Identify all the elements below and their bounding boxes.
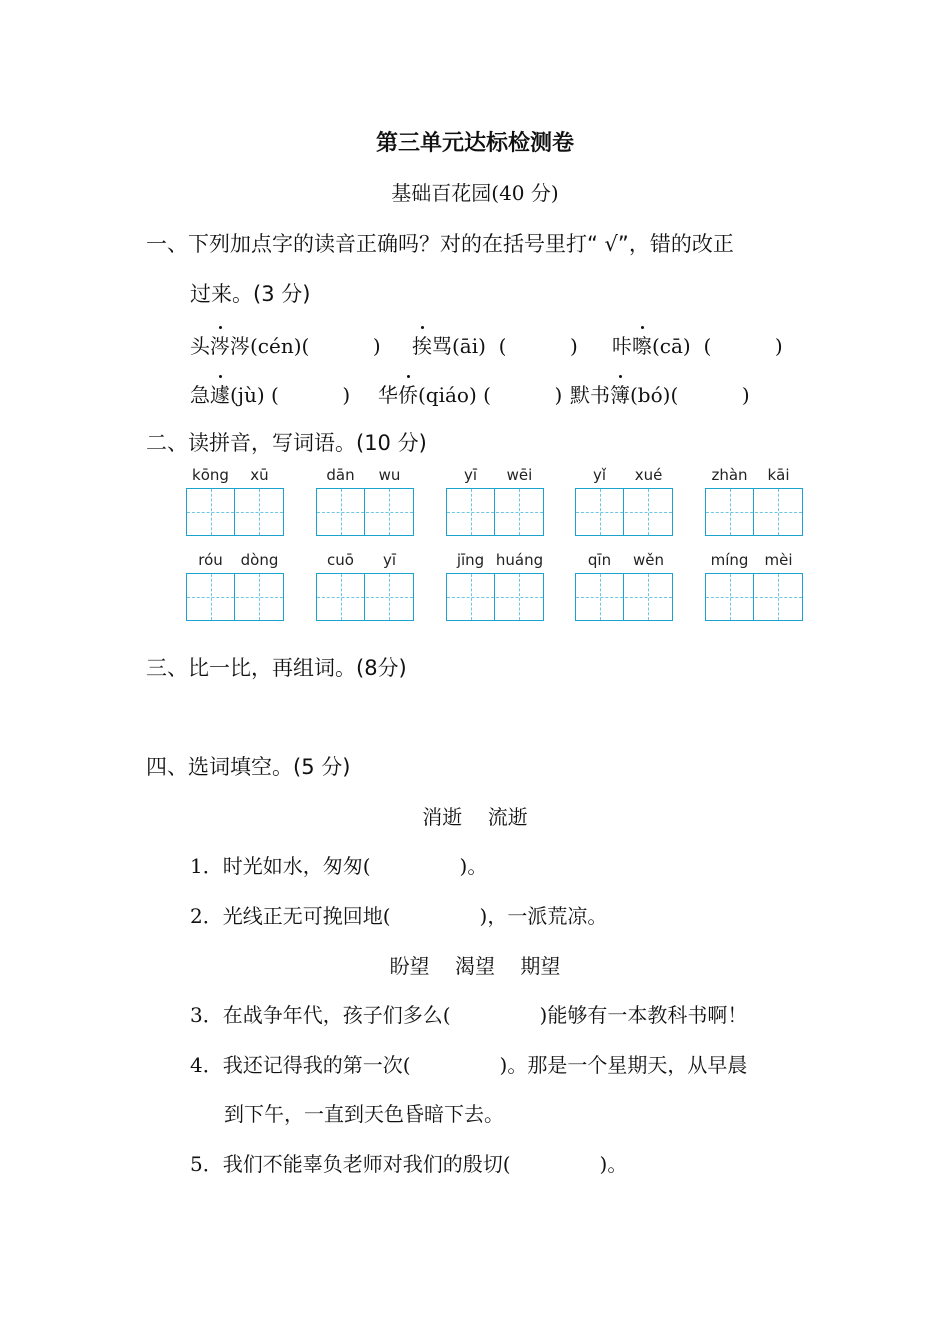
q1-item-cen: 头涔涔(cén)( ) bbox=[190, 330, 381, 359]
pinyin-syllable: qīn bbox=[587, 551, 612, 569]
pinyin-syllable: yī bbox=[382, 551, 397, 569]
tian-grid-answer-box[interactable] bbox=[705, 488, 803, 536]
pinyin-syllable: dān bbox=[326, 466, 355, 484]
pinyin-label bbox=[446, 466, 544, 486]
pinyin-word-box bbox=[446, 466, 544, 516]
pinyin-word-box bbox=[446, 551, 544, 601]
pinyin-label bbox=[575, 466, 673, 486]
q3-heading: 三、比一比，再组词。(8分) bbox=[146, 656, 407, 680]
pinyin-syllable: wěn bbox=[632, 551, 664, 569]
q4-item-1: 1．时光如水，匆匆( )。 bbox=[190, 854, 488, 878]
q1-item-qiao: 华侨(qiáo) ( ) bbox=[378, 379, 562, 408]
tian-grid-answer-box[interactable] bbox=[575, 488, 673, 536]
pinyin-syllable: cuō bbox=[327, 551, 354, 569]
pinyin-label bbox=[316, 466, 414, 486]
pinyin-syllable: xué bbox=[634, 466, 663, 484]
pinyin-word-box bbox=[705, 551, 803, 601]
q1-heading-line1: 一、下列加点字的读音正确吗？对的在括号里打“ √”，错的改正 bbox=[146, 232, 734, 256]
page-title: 第三单元达标检测卷 bbox=[375, 131, 574, 156]
tian-grid-answer-box[interactable] bbox=[316, 488, 414, 536]
pinyin-syllable: wu bbox=[378, 466, 401, 484]
tian-grid-answer-box[interactable] bbox=[446, 573, 544, 621]
pinyin-word-box bbox=[186, 466, 284, 516]
pinyin-syllable: yǐ bbox=[592, 466, 607, 484]
q1-item-bo: 默书簿(bó)( ) bbox=[570, 379, 750, 408]
tian-grid-answer-box[interactable] bbox=[446, 488, 544, 536]
pinyin-syllable: dòng bbox=[240, 551, 279, 569]
tian-grid-answer-box[interactable] bbox=[316, 573, 414, 621]
q1-item-ai: 挨骂(āi) ( ) bbox=[412, 330, 578, 359]
pinyin-label bbox=[705, 551, 803, 571]
pinyin-syllable: xū bbox=[250, 466, 269, 484]
pinyin-label bbox=[575, 551, 673, 571]
pinyin-word-box bbox=[316, 551, 414, 601]
tian-grid-answer-box[interactable] bbox=[186, 573, 284, 621]
pinyin-label bbox=[705, 466, 803, 486]
pinyin-syllable: yī bbox=[463, 466, 478, 484]
pinyin-syllable: míng bbox=[710, 551, 749, 569]
q4-item-5: 5．我们不能辜负老师对我们的殷切( )。 bbox=[190, 1152, 628, 1176]
q4-choices-1: 消逝 流逝 bbox=[422, 805, 528, 829]
pinyin-word-box bbox=[575, 551, 673, 601]
q1-heading-line2: 过来。(3 分) bbox=[190, 282, 311, 306]
q4-item-4-cont: 到下午，一直到天色昏暗下去。 bbox=[224, 1102, 504, 1126]
q4-choices-2: 盼望 渴望 期望 bbox=[389, 954, 561, 978]
pinyin-syllable: kāi bbox=[767, 466, 790, 484]
pinyin-label bbox=[186, 466, 284, 486]
page-subtitle: 基础百花园(40 分) bbox=[391, 181, 559, 205]
pinyin-word-box bbox=[575, 466, 673, 516]
pinyin-label bbox=[186, 551, 284, 571]
pinyin-word-box bbox=[316, 466, 414, 516]
tian-grid-answer-box[interactable] bbox=[186, 488, 284, 536]
tian-grid-answer-box[interactable] bbox=[705, 573, 803, 621]
pinyin-syllable: mèi bbox=[764, 551, 793, 569]
pinyin-syllable: jīng bbox=[456, 551, 485, 569]
pinyin-syllable: róu bbox=[198, 551, 223, 569]
q4-item-3: 3．在战争年代，孩子们多么( )能够有一本教科书啊！ bbox=[190, 1003, 748, 1027]
tian-grid-answer-box[interactable] bbox=[575, 573, 673, 621]
pinyin-syllable: kōng bbox=[192, 466, 229, 484]
q4-item-2: 2．光线正无可挽回地( )，一派荒凉。 bbox=[190, 904, 608, 928]
q1-item-ju: 急遽(jù) ( ) bbox=[190, 379, 350, 408]
pinyin-word-box bbox=[705, 466, 803, 516]
pinyin-syllable: wēi bbox=[506, 466, 533, 484]
q4-heading: 四、选词填空。(5 分) bbox=[146, 755, 351, 779]
q2-heading: 二、读拼音，写词语。(10 分) bbox=[146, 431, 427, 455]
pinyin-syllable: huáng bbox=[495, 551, 544, 569]
q4-item-4: 4．我还记得我的第一次( )。那是一个星期天，从早晨 bbox=[190, 1053, 748, 1077]
pinyin-label bbox=[446, 551, 544, 571]
pinyin-syllable: zhàn bbox=[711, 466, 748, 484]
q1-item-ca: 咔嚓(cā) ( ) bbox=[612, 330, 783, 359]
pinyin-word-box bbox=[186, 551, 284, 601]
pinyin-label bbox=[316, 551, 414, 571]
